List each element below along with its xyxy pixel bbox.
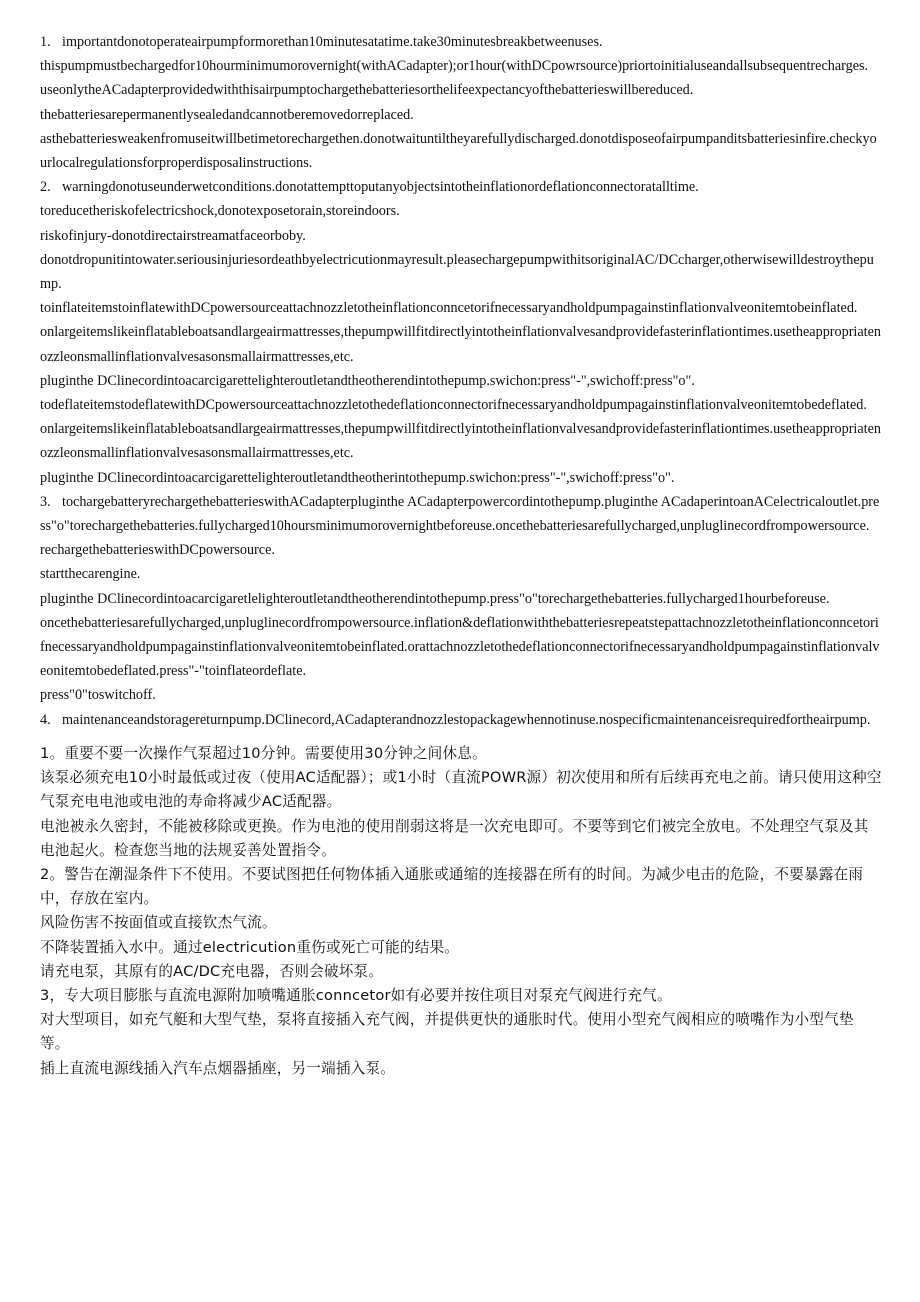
paragraph [40, 538, 882, 562]
paragraph-text: todeflateitemstodeflatewithDCpowersourceattachnozzletothedeflationconnectorifnecessaryandholdpumpagainstinflationvalveonitemtobedeflated. [40, 397, 867, 414]
paragraph-text: thispumpmustbechargedfor10hourminimumorovernight(withACadapter);or1hour(withDCpowrsource)priortoinitialuseandallsubsequentrecharges. [40, 58, 869, 75]
paragraph-text: startthecarengine. [40, 566, 141, 583]
paragraph-text: asthebatteriesweakenfromuseitwillbetimetorechargethen.donotwaituntiltheyarefullydischarged.donotdisposeofairpumpanditsbatteriesinfire.checkyourlocalregulationsforproperdisposalinstructions. [40, 130, 877, 172]
numbered-paragraph [40, 708, 882, 732]
paragraph-text: rechargethebatterieswithDCpowersource. [40, 542, 275, 559]
paragraph-text: riskofinjury-donotdirectairstreamatfaceorboby. [40, 227, 306, 244]
section-number: 1. [40, 34, 51, 50]
chinese-instructions [40, 742, 882, 1081]
section-number: 2. [40, 179, 51, 196]
paragraph-text: tochargebatteryrechargethebatterieswithACadapterpluginthe ACadapterpowercordintothepump.pluginthe ACadaperintoanACelectricaloutlet.press"o"torechargethebatteries.fullycharged10hoursminimumorovernightbeforeuse.oncethebatteriesarefullycharged,unpluglinecordfrompowersource. [40, 493, 880, 535]
paragraph [40, 127, 882, 175]
paragraph-text: toreducetheriskofelectricshock,donotexposetorain,storeindoors. [40, 203, 400, 220]
paragraph [40, 103, 882, 127]
paragraph [40, 562, 882, 586]
paragraph-text: maintenanceandstoragereturnpump.DClinecord,ACadapterandnozzlestopackagewhennotinuse.nospecificmaintenanceisrequiredfortheairpump. [62, 711, 871, 728]
paragraph-text: press"0"toswitchoff. [40, 687, 156, 704]
english-instructions [40, 30, 882, 732]
paragraph [40, 393, 882, 417]
numbered-paragraph [40, 175, 882, 199]
paragraph [40, 683, 882, 707]
chinese-paragraph: 不降装置插入水中。通过electricution重伤或死亡可能的结果。 [40, 938, 460, 956]
paragraph [40, 248, 882, 296]
paragraph-text: pluginthe DClinecordintoacarcigaretlelighteroutletandtheotherendintothepump.press"o"torechargethebatteries.fullycharged1hourbeforeuse. [40, 590, 830, 607]
chinese-paragraph: 2。警告在潮湿条件下不使用。不要试图把任何物体插入通胀或通缩的连接器在所有的时间。为减少电击的危险，不要暴露在雨中，存放在室内。 [40, 865, 864, 908]
paragraph-text: pluginthe DClinecordintoacarcigarettelighteroutletandtheotherintothepump.swichon:press"-",swichoff:press"o". [40, 469, 675, 486]
paragraph-text: donotdropunitintowater.seriousinjuriesordeathbyelectricutionmayresult.pleasechargepumpwithitsoriginalAC/DCcharger,otherwisewilldestroythepump. [40, 251, 874, 293]
paragraph [40, 296, 882, 320]
paragraph-text: onlargeitemslikeinflatableboatsandlargeairmattresses,thepumpwillfitdirectlyintotheinflationvalvesandprovidefasterinflationtimes.usetheappropriatenozzleonsmallinflationvalvesasonsmallairmattresses,etc. [40, 324, 882, 365]
numbered-paragraph [40, 30, 882, 54]
chinese-paragraph: 该泵必须充电10小时最低或过夜（使用AC适配器）；或1小时（直流POWR源）初次使用和所有后续再充电之前。请只使用这种空气泵充电电池或电池的寿命将减少AC适配器。 [40, 769, 882, 811]
chinese-paragraph: 风险伤害不按面值或直接钦杰气流。 [40, 914, 277, 932]
chinese-paragraph: 请充电泵，其原有的AC/DC充电器，否则会破坏泵。 [40, 962, 384, 980]
paragraph [40, 320, 882, 368]
paragraph [40, 224, 882, 248]
section-number: 4. [40, 711, 51, 728]
chinese-paragraph: 1。重要不要一次操作气泵超过10分钟。需要使用30分钟之间休息。 [40, 744, 487, 762]
paragraph-text: warningdonotuseunderwetconditions.donotattempttoputanyobjectsintotheinflationordeflationconnectoratalltime. [62, 179, 699, 196]
paragraph [40, 611, 882, 684]
paragraph-text: thebatteriesarepermanentlysealedandcannotberemovedorreplaced. [40, 106, 414, 123]
paragraph-text: pluginthe DClinecordintoacarcigarettelighteroutletandtheotherendintothepump.swichon:press"-",swichoff:press"o". [40, 372, 695, 389]
paragraph-text: useonlytheACadapterprovidedwiththisairpumptochargethebatteriesorthelifeexpectancyofthebatterieswillbereduced. [40, 82, 694, 99]
paragraph-text: oncethebatteriesarefullycharged,unpluglinecordfrompowersource.inflation&deflationwiththebatteriesrepeatstepattachnozzletotheinflationconncetorifnecessaryandholdpumpagainstinflationvalveonitemtobeinflated.orattachnozzletothedeflationconnectorifnecessaryandholdpumpagainstinflationvalveonitemtobedeflated.press"-"toinflateordeflate. [40, 614, 880, 680]
paragraph-text: onlargeitemslikeinflatableboatsandlargeairmattresses,thepumpwillfitdirectlyintotheinflationvalvesandprovidefasterinflationtimes.usetheappropriatenozzleonsmallinflationvalvesasonsmallairmattresses,etc. [40, 421, 882, 462]
paragraph [40, 587, 882, 611]
paragraph [40, 199, 882, 223]
chinese-paragraph: 电池被永久密封，不能被移除或更换。作为电池的使用削弱这将是一次充电即可。不要等到它们被完全放电。不处理空气泵及其电池起火。检查您当地的法规妥善处置指令。 [40, 817, 869, 859]
paragraph-text: importantdonotoperateairpumpformorethan10minutesatatime.take30minutesbreakbetweenuses. [62, 34, 603, 50]
numbered-paragraph [40, 490, 882, 538]
chinese-paragraph: 插上直流电源线插入汽车点烟器插座，另一端插入泵。 [40, 1059, 396, 1077]
chinese-paragraph: 3，专大项目膨胀与直流电源附加喷嘴通胀conncetor如有必要并按住项目对泵充气阀进行充气。 [40, 986, 672, 1004]
paragraph-text: toinflateitemstoinflatewithDCpowersourceattachnozzletotheinflationconncetorifnecessaryandholdpumpagainstinflationvalveonitemtobeinflated. [40, 300, 858, 317]
paragraph [40, 78, 882, 102]
section-number: 3. [40, 493, 51, 510]
chinese-paragraph: 对大型项目，如充气艇和大型气垫，泵将直接插入充气阀，并提供更快的通胀时代。使用小型充气阀相应的喷嘴作为小型气垫等。 [40, 1011, 854, 1053]
paragraph [40, 54, 882, 78]
paragraph [40, 466, 882, 490]
paragraph [40, 417, 882, 465]
paragraph [40, 369, 882, 393]
